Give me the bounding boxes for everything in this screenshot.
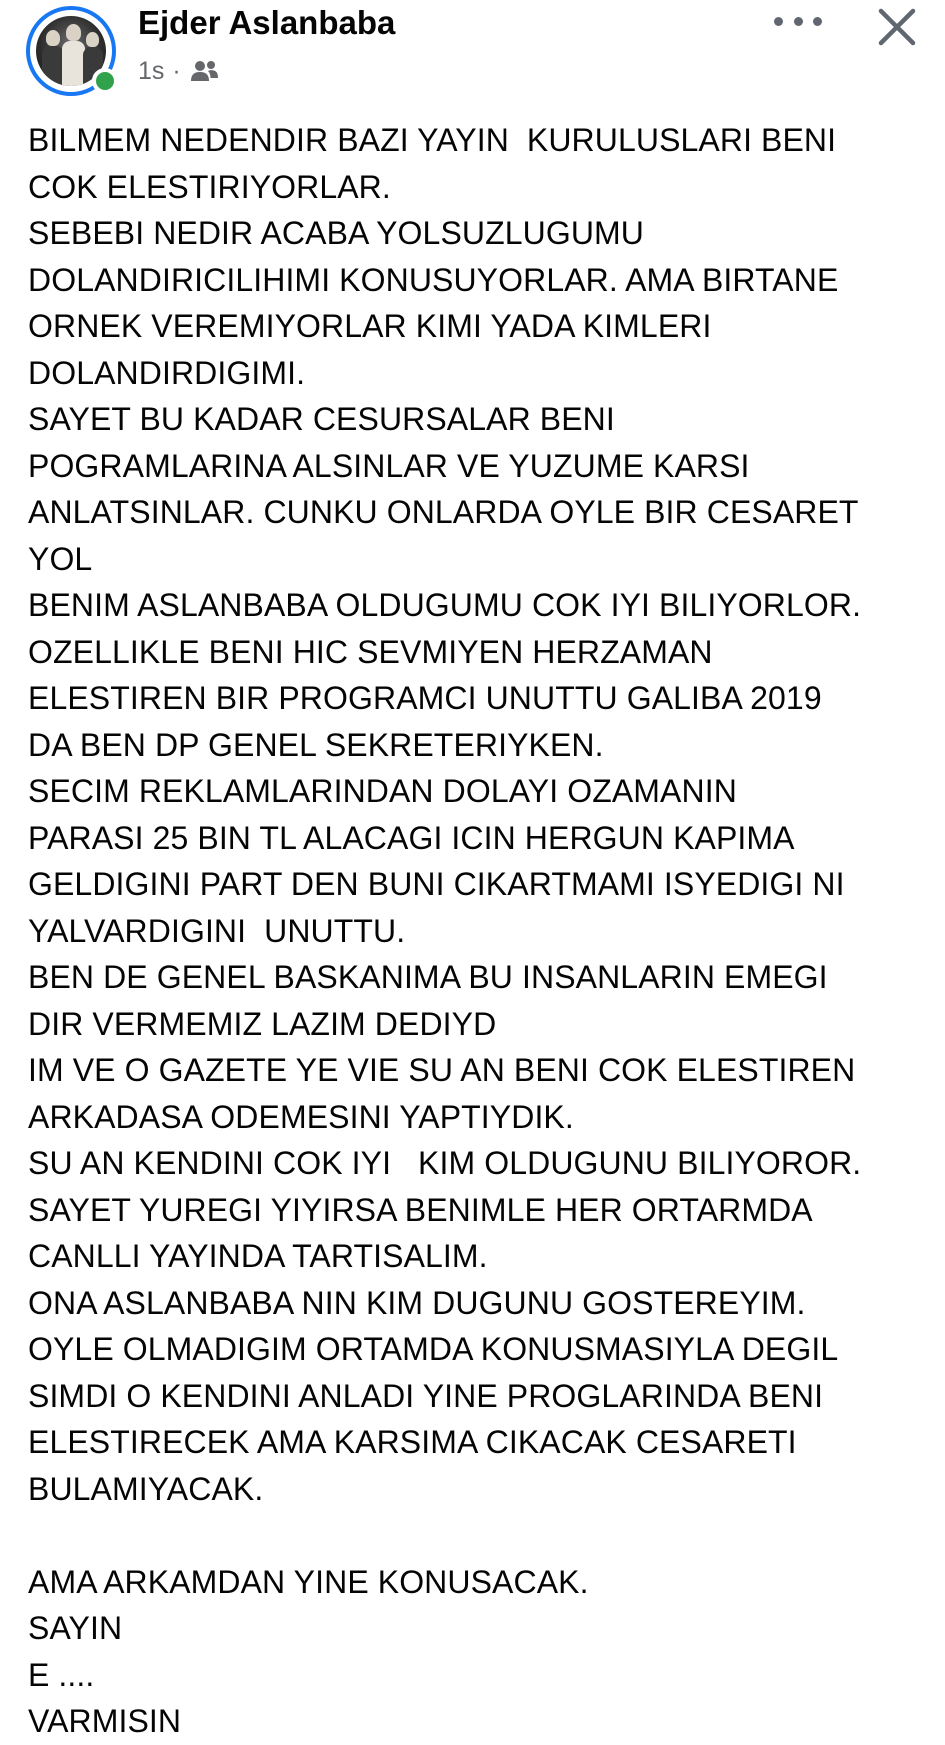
- post-text-line: ARKADASA ODEMESINI YAPTIYDIK.: [28, 1098, 574, 1135]
- post-text-line: SEBEBI NEDIR ACABA YOLSUZLUGUMU: [28, 215, 645, 251]
- post-text-line: OZELLIKLE BENI HIC SEVMIYEN HERZAMAN: [28, 633, 713, 670]
- post-text-line: SU AN KENDINI COK IYI KIM OLDUGUNU BILIYOROR.: [28, 1145, 862, 1181]
- online-status-dot: [92, 68, 118, 94]
- post-text-line: BILMEM NEDENDIR BAZI YAYIN KURULUSLARI BENI: [28, 122, 837, 158]
- post-text-line: SIMDI O KENDINI ANLADI YINE PROGLARINDA BENI: [28, 1377, 824, 1414]
- post-text-line: VARMISIN: [28, 1703, 182, 1739]
- author-name[interactable]: Ejder Aslanbaba: [138, 4, 396, 41]
- post-text-line: BEN DE GENEL BASKANIMA BU INSANLARIN EMEGI: [28, 959, 828, 995]
- post-text-line: DOLANDIRICILIHIMI KONUSUYORLAR. AMA BIRTANE: [28, 261, 839, 298]
- post-text-line: BULAMIYACAK.: [28, 1470, 264, 1507]
- post-text-line: POGRAMLARINA ALSINLAR VE YUZUME KARSI: [28, 447, 750, 484]
- post-header: [0, 0, 945, 100]
- post-text-line: [28, 1512, 933, 1559]
- post-text-line: GELDIGINI PART DEN BUNI CIKARTMAMI ISYEDIGI NI: [28, 866, 845, 902]
- post-text-line: DOLANDIRDIGIMI.: [28, 354, 306, 391]
- post-text-line: E ....: [28, 1656, 95, 1693]
- post-text: [28, 117, 933, 1745]
- post-text-line: ANLATSINLAR. CUNKU ONLARDA OYLE BIR CESARET: [28, 494, 859, 530]
- post-text-line: AMA ARKAMDAN YINE KONUSACAK.: [28, 1563, 589, 1600]
- post-text-line: ELESTIREN BIR PROGRAMCI UNUTTU GALIBA 2019: [28, 680, 822, 716]
- post-text-line: SAYET BU KADAR CESURSALAR BENI: [28, 401, 615, 437]
- post-text-line: SECIM REKLAMLARINDAN DOLAYI OZAMANIN: [28, 773, 737, 809]
- post-text-line: OYLE OLMADIGIM ORTAMDA KONUSMASIYLA DEGIL: [28, 1331, 839, 1367]
- post-text-line: YALVARDIGINI UNUTTU.: [28, 912, 406, 949]
- post-text-line: YOL: [28, 540, 93, 577]
- post-text-line: SAYIN: [28, 1610, 123, 1646]
- post-text-line: COK ELESTIRIYORLAR.: [28, 168, 391, 205]
- post-text-line: ONA ASLANBABA NIN KIM DUGUNU GOSTEREYIM.: [28, 1284, 806, 1321]
- meta-separator: ·: [172, 56, 181, 85]
- more-horizontal-icon[interactable]: [774, 6, 822, 36]
- post-text-line: IM VE O GAZETE YE VIE SU AN BENI COK ELESTIREN: [28, 1052, 856, 1088]
- post-timestamp[interactable]: 1s: [138, 56, 165, 85]
- post-text-line: CANLLI YAYINDA TARTISALIM.: [28, 1238, 488, 1274]
- post-text-line: ORNEK VEREMIYORLAR KIMI YADA KIMLERI: [28, 308, 712, 344]
- post-text-line: DIR VERMEMIZ LAZIM DEDIYD: [28, 1005, 497, 1042]
- post-meta: [138, 56, 219, 86]
- close-icon[interactable]: [874, 4, 920, 50]
- post-text-line: ELESTIRECEK AMA KARSIMA CIKACAK CESARETI: [28, 1424, 797, 1460]
- post-text-line: PARASI 25 BIN TL ALACAGI ICIN HERGUN KAPIMA: [28, 819, 795, 856]
- post-text-line: SAYET YUREGI YIYIRSA BENIMLE HER ORTARMDA: [28, 1191, 813, 1228]
- post-text-line: DA BEN DP GENEL SEKRETERIYKEN.: [28, 726, 604, 763]
- friends-icon[interactable]: [189, 59, 219, 83]
- post-text-line: BENIM ASLANBABA OLDUGUMU COK IYI BILIYORLOR.: [28, 587, 862, 623]
